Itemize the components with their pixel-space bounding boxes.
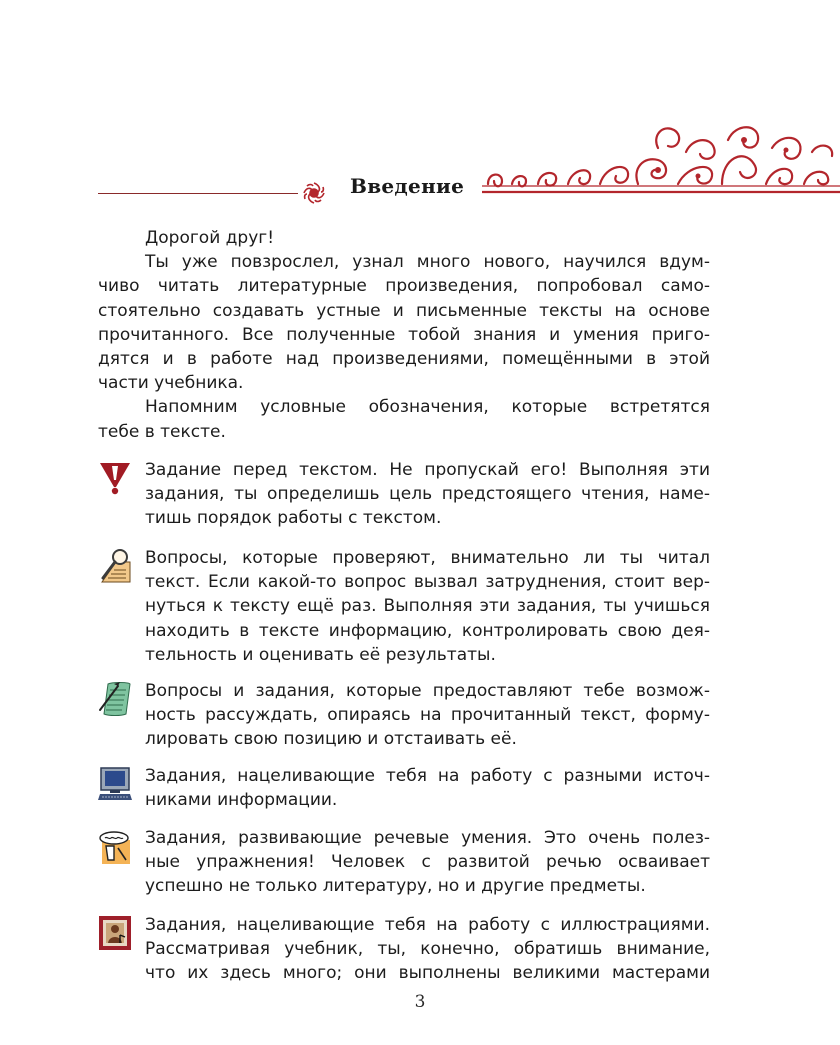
speech-icon <box>98 830 132 866</box>
paragraph-line: чиво читать литературные произведения, попробовал само- <box>98 276 710 297</box>
legend-line: задания, ты определишь цель предстоящего чтения, наме- <box>145 484 710 505</box>
paragraph-line: дятся и в работе над произведениями, помещёнными в этой <box>98 349 710 370</box>
legend-text <box>145 546 710 667</box>
legend-text <box>145 913 710 986</box>
page-number: 3 <box>414 992 426 1012</box>
rose-ornament-icon <box>299 180 329 206</box>
paragraph-line: тебе в тексте. <box>98 421 226 442</box>
legend-line: Задания, развивающие речевые умения. Это очень полез- <box>145 828 710 848</box>
picture-frame-icon <box>98 915 132 951</box>
legend-line: тишь порядок работы с текстом. <box>145 508 442 529</box>
scroll-quill-icon <box>98 680 132 716</box>
legend-line: тельность и оценивать её результаты. <box>145 644 496 665</box>
legend-line: успешно не только литературу, но и другие предметы. <box>145 876 646 897</box>
exclamation-icon <box>98 460 132 496</box>
legend-line: Задания, нацеливающие тебя на работу с разными источ- <box>145 766 710 786</box>
magnifier-icon <box>98 548 132 584</box>
legend-line: текст. Если какой-то вопрос вызвал затруднения, стоит вер- <box>145 572 710 593</box>
floral-ornament-icon <box>482 118 840 202</box>
legend-line: ные упражнения! Человек с развитой речью осваивает <box>145 852 710 873</box>
legend-text <box>145 458 710 531</box>
paragraph-line: Напомним условные обозначения, которые встретятся <box>145 397 710 418</box>
legend-line: никами информации. <box>145 790 338 811</box>
paragraph-line: стоятельно создавать устные и письменные тексты на основе <box>98 300 710 321</box>
legend-text <box>145 679 710 752</box>
paragraph-line: прочитанного. Все полученные тобой знания и умения приго- <box>98 324 710 345</box>
legend-line: Задания, нацеливающие тебя на работу с иллюстрациями. <box>145 915 710 935</box>
paragraph-line: части учебника. <box>98 373 244 394</box>
legend-line: Вопросы и задания, которые предоставляют тебе возмож- <box>145 681 710 701</box>
legend-line: нуться к тексту ещё раз. Выполняя эти задания, ты учишься <box>145 596 710 617</box>
legend-line: находить в тексте информацию, контролировать свою дея- <box>145 620 710 641</box>
greeting: Дорогой друг! <box>145 228 275 248</box>
page-title: Введение <box>350 174 465 198</box>
paragraph-line: Ты уже повзрослел, узнал много нового, научился вдум- <box>145 252 710 273</box>
legend-line: Рассматривая учебник, ты, конечно, обратишь внимание, <box>145 939 710 960</box>
legend-line: ность рассуждать, опираясь на прочитанный текст, форму- <box>145 705 710 726</box>
legend-line: лировать свою позицию и отстаивать её. <box>145 729 517 750</box>
legend-text <box>145 826 710 899</box>
legend-line: что их здесь много; они выполнены великими мастерами <box>145 963 710 984</box>
legend-text <box>145 764 710 812</box>
intro-text <box>98 226 710 444</box>
computer-icon <box>98 766 132 802</box>
legend-line: Вопросы, которые проверяют, внимательно ли ты читал <box>145 548 710 568</box>
header-rule <box>98 193 298 194</box>
legend-line: Задание перед текстом. Не пропускай его! Выполняя эти <box>145 460 710 480</box>
